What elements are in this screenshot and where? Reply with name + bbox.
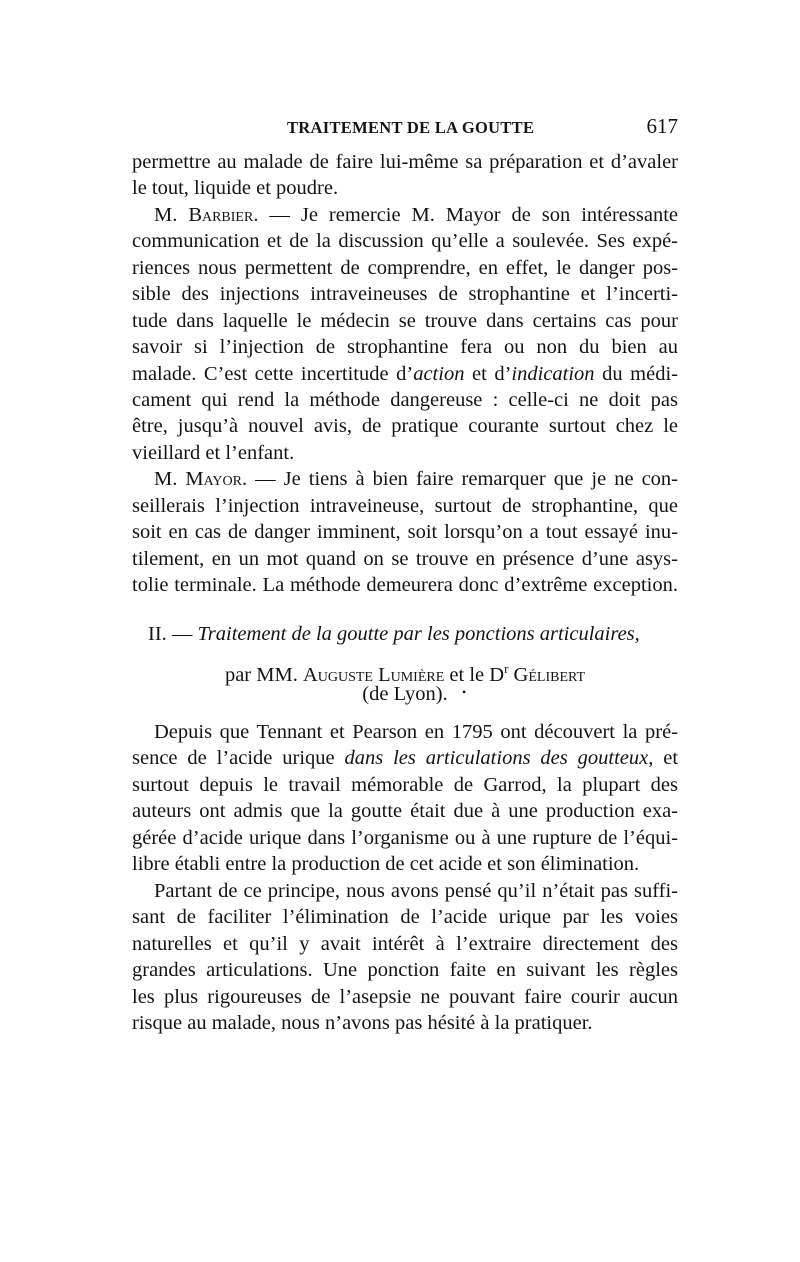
section-title: Traitement de la goutte par les ponctions articulaires, <box>197 623 640 645</box>
text-line: naturelles et qu’il y avait intérêt à l’extraire directement des <box>132 933 678 955</box>
text-line: risque au malade, nous n’avons pas hésité à la pratiquer. <box>132 1012 593 1034</box>
text-line: tude dans laquelle le médecin se trouve dans certains cas pour <box>132 310 678 332</box>
text-line: surtout depuis le travail mémorable de Garrod, la plupart des <box>132 774 678 796</box>
text-segment: , et <box>648 747 679 769</box>
text-segment: malade. C’est cette incertitude d’ <box>132 363 414 385</box>
text-line: libre établi entre la production de cet acide et son élimination. <box>132 853 640 875</box>
speaker-prefix: M. <box>154 204 189 226</box>
text-segment: du médi- <box>594 363 678 385</box>
speaker-name: Mayor <box>185 468 242 490</box>
text-line: Depuis que Tennant et Pearson en 1795 ont découvert la pré- <box>154 721 678 743</box>
speaker-name: Barbier <box>188 204 254 226</box>
text-line: le tout, liquide et poudre. <box>132 177 339 199</box>
text-line: gérée d’acide urique dans l’organisme ou à une rupture de l’équi- <box>132 827 678 849</box>
heading-dash: — <box>166 623 198 645</box>
speech-text: . — Je remercie M. Mayor de son intéressante <box>253 204 678 226</box>
italic-term: dans les articulations des goutteux <box>344 747 649 769</box>
author-name: Gélibert <box>513 663 586 686</box>
author-location: (de Lyon). <box>362 683 448 705</box>
text-segment: sence de l’acide urique <box>132 747 345 769</box>
text-line: savoir si l’injection de strophantine fera ou non du bien au <box>132 336 678 358</box>
text-segment: et d’ <box>464 363 512 385</box>
text-line: tilement, en un mot quand on se trouve en présence d’une asys- <box>132 548 678 570</box>
speaker-prefix: M. <box>154 468 186 490</box>
text-line: sible des injections intraveineuses de strophantine et l’incerti- <box>132 283 678 305</box>
text-line: cament qui rend la méthode dangereuse : celle-ci ne doit pas <box>132 389 678 411</box>
speaker-line <box>132 467 678 491</box>
text-line: seillerais l’injection intraveineuse, surtout de strophantine, que <box>132 495 678 517</box>
text-line: communication et de la discussion qu’elle a soulevée. Ses expé- <box>132 230 678 252</box>
author-name: Auguste Lumière <box>302 663 445 686</box>
authors-prefix: par MM. <box>224 663 303 686</box>
text-line: vieillard et l’enfant. <box>132 442 295 464</box>
text-line: sant de faciliter l’élimination de l’acide urique par les voies <box>132 906 678 928</box>
page-number: 617 <box>646 114 678 138</box>
text-line: riences nous permettent de comprendre, en effet, le danger pos- <box>132 257 678 279</box>
page-header <box>132 114 678 144</box>
speech-text: . — Je tiens à bien faire remarquer que je ne con- <box>242 468 678 490</box>
text-line: être, jusqu’à nouvel avis, de pratique courante surtout chez le <box>132 415 678 437</box>
text-line: soit en cas de danger imminent, soit lorsqu’on a tout essayé inu- <box>132 521 678 543</box>
text-line <box>132 746 678 770</box>
speaker-line <box>132 203 678 227</box>
text-line: permettre au malade de faire lui-même sa préparation et d’avaler <box>132 151 678 173</box>
text-line: Partant de ce principe, nous avons pensé qu’il n’était pas suffi- <box>154 880 678 902</box>
section-heading <box>148 622 678 646</box>
text-line: tolie terminale. La méthode demeurera donc d’extrême exception. <box>132 574 678 596</box>
ornament: • <box>462 685 467 699</box>
text-line: les plus rigoureuses de l’asepsie ne pouvant faire courir aucun <box>132 986 678 1008</box>
running-title: TRAITEMENT DE LA GOUTTE <box>287 118 535 137</box>
italic-term: indication <box>511 363 595 385</box>
text-line: grandes articulations. Une ponction faite en suivant les règles <box>132 959 678 981</box>
italic-term: action <box>413 363 465 385</box>
section-number: II. <box>148 623 167 645</box>
authors-mid: et le D <box>444 663 505 686</box>
title-superscript: r <box>504 661 509 676</box>
text-line <box>132 362 678 386</box>
text-line: auteurs ont admis que la goutte était due à une production exa- <box>132 800 678 822</box>
